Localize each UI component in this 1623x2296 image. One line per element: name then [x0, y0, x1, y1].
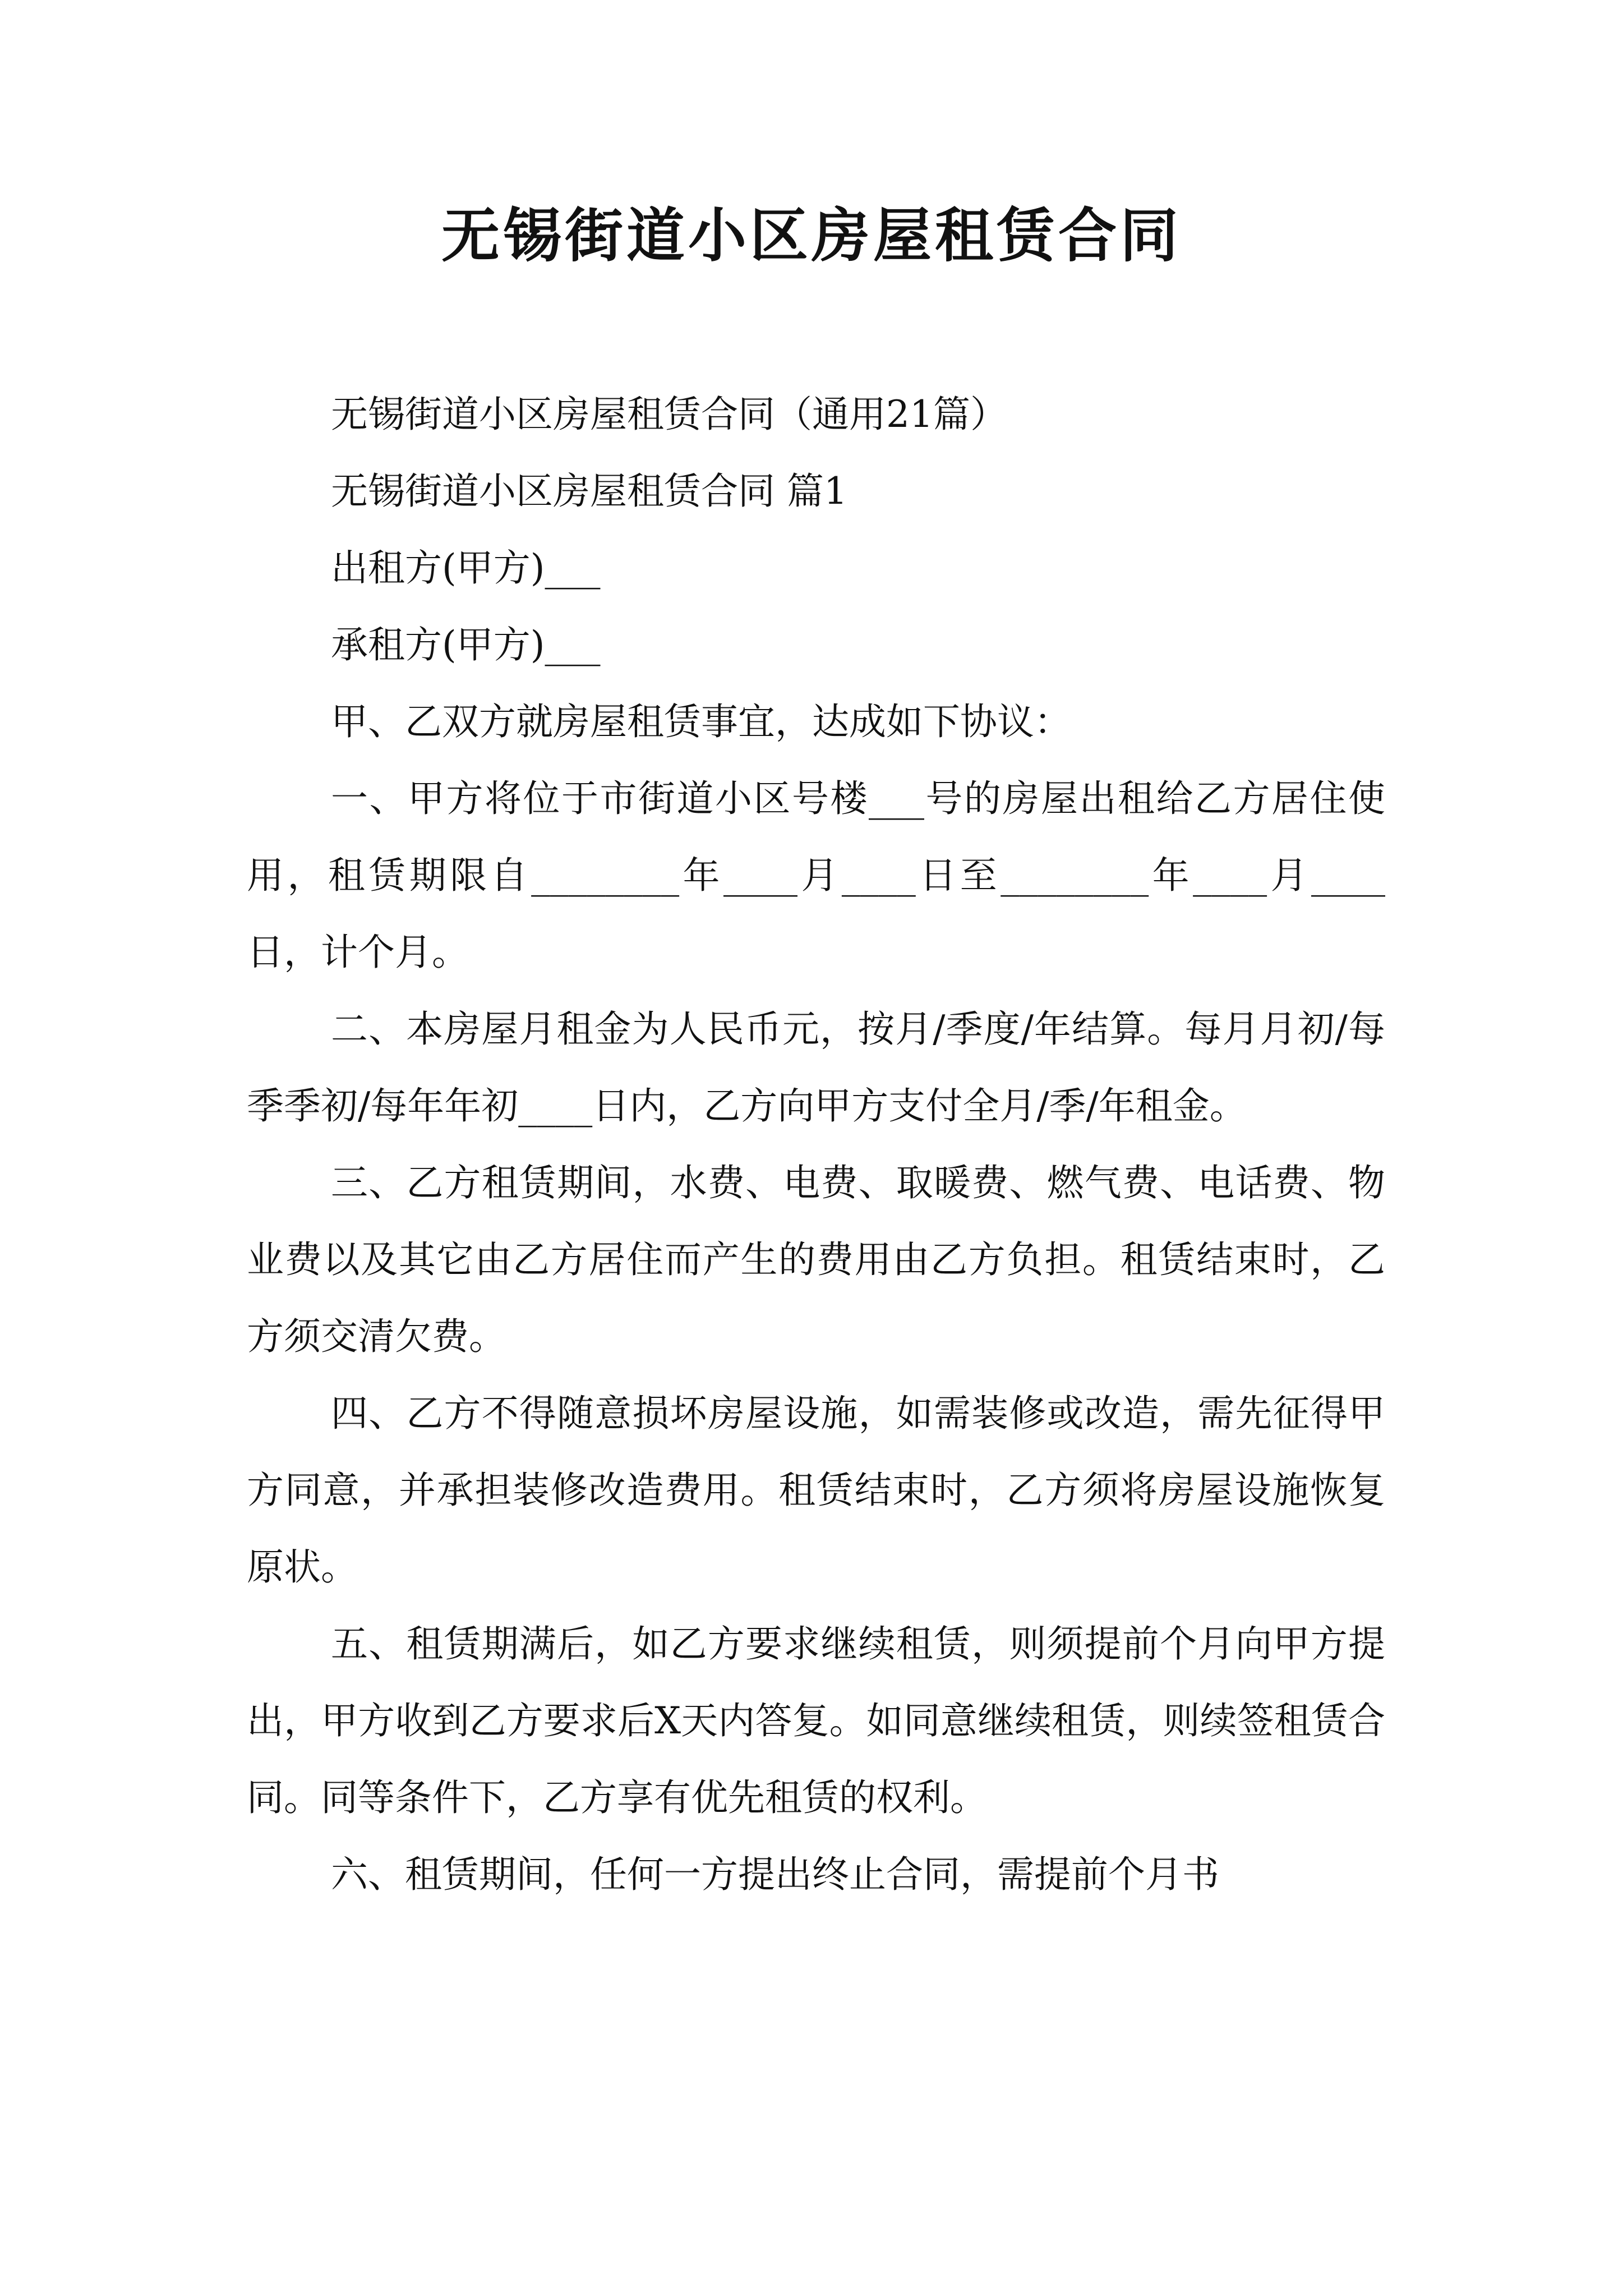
document-body: [247, 376, 1385, 1913]
contract-collection-title: 无锡街道小区房屋租赁合同（通用21篇）: [331, 393, 1007, 436]
clause-2: 二、本房屋月租金为人民币元，按月/季度/年结算。每月月初/每季季初/每年年初____日内，乙方向甲方支付全月/季/年租金。: [247, 1007, 1385, 1128]
contract-part-title: 无锡街道小区房屋租赁合同 篇1: [331, 470, 847, 513]
agreement-intro: 甲、乙双方就房屋租赁事宜，达成如下协议：: [331, 700, 1071, 743]
lessor-line: 出租方(甲方)___: [331, 546, 601, 590]
clause-1: 一、甲方将位于市街道小区号楼___号的房屋出租给乙方居住使用，租赁期限自________年____月____日至________年____月____日，计个月。: [247, 777, 1385, 974]
document-title: 无锡街道小区房屋租赁合同: [441, 201, 1182, 270]
lessee-line: 承租方(甲方)___: [331, 623, 601, 666]
clause-5: 五、租赁期满后，如乙方要求继续租赁，则须提前个月向甲方提出，甲方收到乙方要求后X天内答复。如同意继续租赁，则续签租赁合同。同等条件下，乙方享有优先租赁的权利。: [247, 1622, 1385, 1819]
clause-3: 三、乙方租赁期间，水费、电费、取暖费、燃气费、电话费、物业费以及其它由乙方居住而产生的费用由乙方负担。租赁结束时，乙方须交清欠费。: [247, 1161, 1385, 1358]
clause-6: 六、租赁期间，任何一方提出终止合同，需提前个月书: [331, 1853, 1219, 1896]
clause-4: 四、乙方不得随意损坏房屋设施，如需装修或改造，需先征得甲方同意，并承担装修改造费用。租赁结束时，乙方须将房屋设施恢复原状。: [247, 1392, 1385, 1589]
